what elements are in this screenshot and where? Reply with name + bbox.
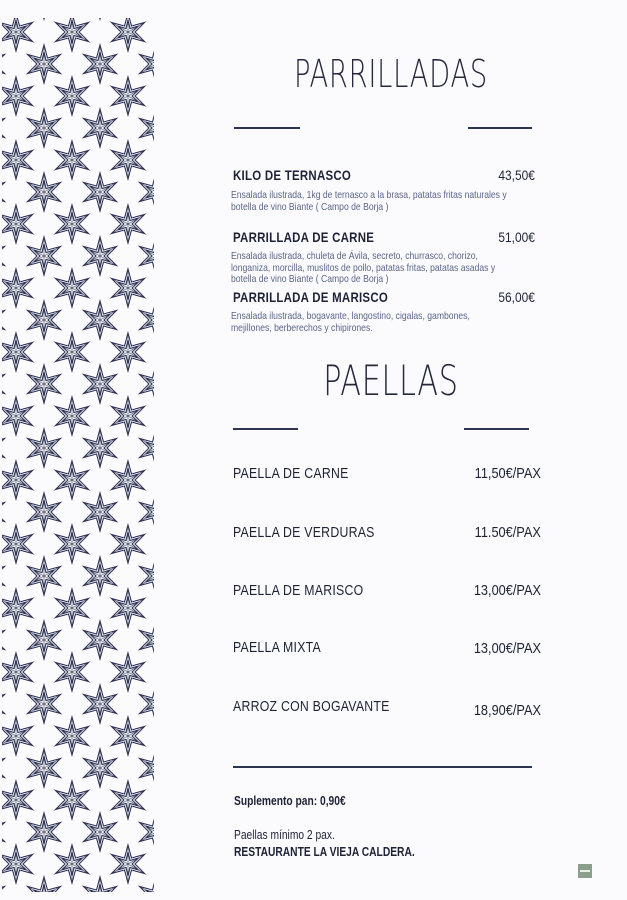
paella-name: PAELLA DE MARISCO [233,582,364,599]
paella-name: PAELLA DE CARNE [233,465,349,482]
minimum-note: Paellas mínimo 2 pax. [234,828,335,842]
paella-name: PAELLA MIXTA [233,639,321,656]
item-description: Ensalada ilustrada, 1kg de ternasco a la brasa, patatas fritas naturales y botella de vino Biante ( Campo de Borja ) [231,189,507,213]
paella-name: PAELLA DE VERDURAS [233,524,375,541]
restaurant-name: RESTAURANTE LA VIEJA CALDERA. [234,845,415,859]
parrilladas-title: PARRILLADAS [294,52,488,96]
decorative-pattern [2,18,154,892]
paella-price: 13,00€/PAX [473,582,541,599]
item-name: KILO DE TERNASCO [233,167,352,183]
title-rule-left [234,127,300,129]
paella-name: ARROZ CON BOGAVANTE [233,698,390,715]
item-price: 56,00€ [498,289,535,305]
paella-price: 11,50€/PAX [474,465,541,482]
item-name: PARRILLADA DE MARISCO [233,289,389,305]
menu-content [155,0,627,900]
footer-rule [233,766,532,768]
paellas-title: PAELLAS [323,356,459,405]
item-name: PARRILLADA DE CARNE [233,229,375,245]
item-description: Ensalada ilustrada, chuleta de Ávila, secreto, churrasco, chorizo, longaniza, morcilla, muslitos de pollo, patatas fritas, patatas asadas y botella de vino Biante ( Campo de Borja ) [231,250,496,285]
corner-stamp [578,864,592,878]
paella-price: 18,90€/PAX [473,702,541,719]
title-rule-right [464,428,529,430]
item-price: 43,50€ [498,167,535,183]
bread-supplement-note: Suplemento pan: 0,90€ [234,794,346,808]
title-rule-right [468,127,532,129]
item-price: 51,00€ [498,229,535,245]
paella-price: 11.50€/PAX [474,524,541,541]
title-rule-left [233,428,298,430]
item-description: Ensalada ilustrada, bogavante, langostino, cigalas, gambones, mejillones, berberechos y chipirones. [231,310,470,334]
paella-price: 13,00€/PAX [473,640,541,657]
